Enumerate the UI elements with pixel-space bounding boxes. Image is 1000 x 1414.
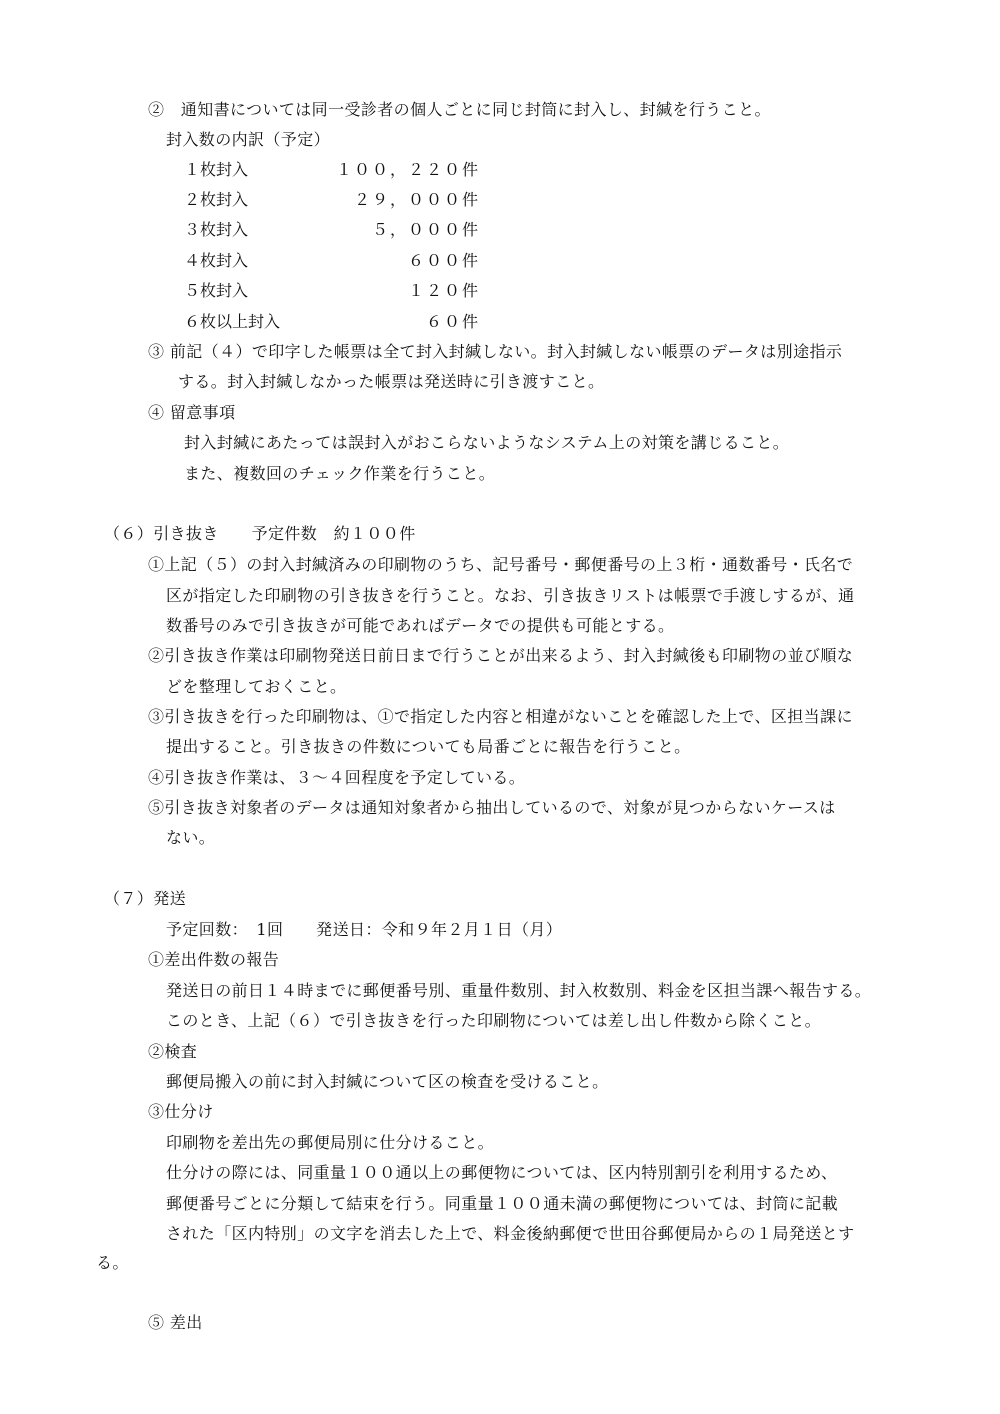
- s6-item-3-line-2: 提出すること。引き抜きの件数についても局番ごとに報告を行うこと。: [166, 737, 691, 756]
- s6-item-1-line-2: 区が指定した印刷物の引き抜きを行うこと。なお、引き抜きリストは帳票で手渡しするが、通: [166, 586, 855, 605]
- breakdown-value: ５，０００件: [371, 220, 480, 239]
- s7-item-1-line-2: このとき、上記（６）で引き抜きを行った印刷物については差し出し件数から除くこと。: [166, 1011, 822, 1030]
- s6-item-1-line-3: 数番号のみで引き抜きが可能であればデータでの提供も可能とする。: [166, 616, 675, 635]
- s6-item-2-line-2: どを整理しておくこと。: [166, 677, 347, 696]
- s6-item-5-line-2: ない。: [166, 828, 216, 847]
- breakdown-label: ６枚以上封入: [184, 312, 281, 331]
- s7-schedule: 予定回数： 1回 発送日：令和９年２月１日（月）: [166, 920, 563, 939]
- s7-item-1-heading: ①差出件数の報告: [148, 950, 280, 969]
- section-6-heading: （６）引き抜き 予定件数 約１００件: [104, 524, 416, 543]
- breakdown-value: １２０件: [407, 281, 480, 300]
- breakdown-label: ５枚封入: [184, 281, 249, 300]
- item-4-heading: ④ 留意事項: [148, 403, 236, 422]
- item-4-line-1: 封入封緘にあたっては誤封入がおこらないようなシステム上の対策を講じること。: [184, 433, 790, 452]
- item-3-line-1: ③ 前記（４）で印字した帳票は全て封入封緘しない。封入封緘しない帳票のデータは別途指示: [148, 342, 843, 361]
- breakdown-label: ３枚封入: [184, 220, 249, 239]
- s7-item-3-line-3: 郵便番号ごとに分類して結束を行う。同重量１００通未満の郵便物については、封筒に記載: [166, 1194, 839, 1213]
- breakdown-label: ２枚封入: [184, 190, 249, 209]
- s7-item-2-heading: ②検査: [148, 1042, 198, 1061]
- breakdown-value: ６００件: [407, 251, 480, 270]
- s7-item-3-line-1: 印刷物を差出先の郵便局別に仕分けること。: [166, 1133, 495, 1152]
- s7-item-2-line-1: 郵便局搬入の前に封入封緘について区の検査を受けること。: [166, 1072, 609, 1091]
- breakdown-value: ２９，０００件: [353, 190, 480, 209]
- breakdown-title: 封入数の内訳（予定）: [166, 130, 331, 149]
- item-2-envelope-rule: ② 通知書については同一受診者の個人ごとに同じ封筒に封入し、封緘を行うこと。: [148, 100, 771, 119]
- section-7-heading: （７）発送: [104, 889, 187, 908]
- s6-item-5-line-1: ⑤引き抜き対象者のデータは通知対象者から抽出しているので、対象が見つからないケースは: [148, 798, 836, 817]
- item-4-line-2: また、複数回のチェック作業を行うこと。: [184, 464, 496, 483]
- s7-item-5-heading: ⑤ 差出: [148, 1313, 203, 1332]
- item-3-line-2: する。封入封緘しなかった帳票は発送時に引き渡すこと。: [178, 372, 605, 391]
- s7-item-1-line-1: 発送日の前日１４時までに郵便番号別、重量件数別、封入枚数別、料金を区担当課へ報告する。: [166, 981, 872, 1000]
- s6-item-4: ④引き抜き作業は、３～４回程度を予定している。: [148, 768, 526, 787]
- s7-item-3-line-4: された「区内特別」の文字を消去した上で、料金後納郵便で世田谷郵便局からの１局発送とす: [166, 1224, 855, 1243]
- s7-item-3-heading: ③仕分け: [148, 1102, 214, 1121]
- s6-item-1-line-1: ①上記（５）の封入封緘済みの印刷物のうち、記号番号・郵便番号の上３桁・通数番号・氏名で: [148, 555, 854, 574]
- breakdown-label: ４枚封入: [184, 251, 249, 270]
- breakdown-value: ６０件: [425, 312, 480, 331]
- breakdown-label: １枚封入: [184, 160, 249, 179]
- s7-item-3-line-5: る。: [96, 1253, 129, 1272]
- breakdown-value: １００，２２０件: [335, 160, 480, 179]
- s6-item-2-line-1: ②引き抜き作業は印刷物発送日前日まで行うことが出来るよう、封入封緘後も印刷物の並び順な: [148, 646, 854, 665]
- s6-item-3-line-1: ③引き抜きを行った印刷物は、①で指定した内容と相違がないことを確認した上で、区担当課に: [148, 707, 853, 726]
- s7-item-3-line-2: 仕分けの際には、同重量１００通以上の郵便物については、区内特別割引を利用するため、: [166, 1163, 838, 1182]
